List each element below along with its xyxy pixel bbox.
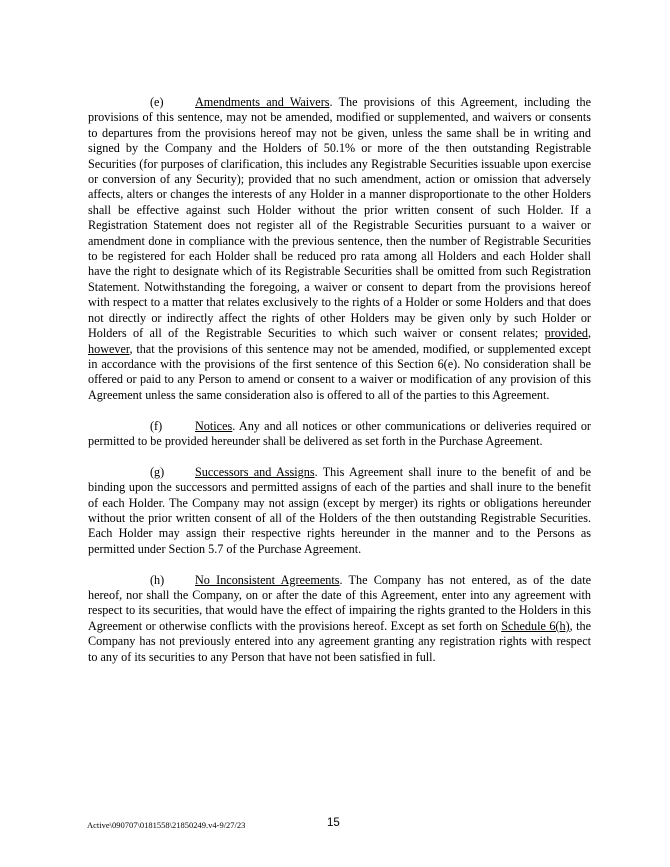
section-e-text-2: , that the provisions of this sentence may not be amended, modified, or supplemented except in accordance with the provisions of the first sentence of this Section 6(e). No consideration shall be offered or paid to any Person to amend or consent to a waiver or modification of any provision of this Agreement unless the same consideration also is offered to all of the parties to this Agreement. (88, 341, 591, 402)
section-g-text-1: . This Agreement shall inure to the benefit of and be binding upon the successors and permitted assigns of each of the parties and shall inure to the benefit of each Holder. The Company may not assign (except by merger) its rights or obligations hereunder without the prior written consent of all of the Holders of the then outstanding Registrable Securities. Each Holder may assign their respective rights hereunder in the manner and to the Persons as permitted under Section 5.7 of the Purchase Agreement. (88, 464, 591, 556)
footer-document-id: Active\090707\0181558\21850249.v4-9/27/23 (87, 820, 246, 830)
section-f-number: (f) (150, 418, 163, 433)
page-number: 15 (327, 817, 340, 829)
section-e-however: however (88, 341, 130, 356)
section-g-paragraph (88, 465, 591, 557)
section-e-heading: Amendments and Waivers (195, 95, 330, 109)
section-e-number: (e) (150, 95, 164, 109)
section-e-paragraph (88, 95, 591, 403)
document-body (88, 95, 591, 680)
section-h-text-1: . The Company has not entered, as of the date hereof, nor shall the Company, on or after the date of this Agreement, enter into any agreement with respect to its securities, that would have the effect of impairing the rights granted to the Holders in this Agreement or otherwise conflicts with the provisions hereof. Except as set forth on (88, 572, 591, 633)
section-h-schedule: Schedule 6(h) (501, 618, 570, 633)
section-h-text-2: , the Company has not previously entered into any agreement granting any registration rights with respect to any of its securities to any Person that have not been satisfied in full. (88, 618, 592, 664)
section-g-number: (g) (150, 464, 165, 479)
section-g-heading: Successors and Assigns (195, 464, 315, 479)
section-e-text-1: . The provisions of this Agreement, including the provisions of this sentence, may not be amended, modified or supplemented, and waivers or consents to departures from the provisions hereof may not be given, unless the same shall be in writing and signed by the Company and the Holders of 50.1% or more of the then outstanding Registrable Securities (for purposes of clarification, this includes any Registrable Securities issuable upon exercise or conversion of any Security); provided that no such amendment, action or omission that adversely affects, alters or changes the interests of any Holder in a manner disproportionate to the other Holders shall be effective against such Holder without the prior written consent of such Holder. If a Registration Statement does not register all of the Registrable Securities pursuant to a waiver or amendment done in compliance with the previous sentence, then the number of Registrable Securities to be registered for each Holder shall be reduced pro rata among all Holders and each Holder shall have the right to designate which of its Registrable Securities shall be omitted from such Registration Statement. Notwithstanding the foregoing, a waiver or consent to depart from the provisions hereof with respect to a matter that relates exclusively to the rights of a Holder or some Holders and that does not directly or indirectly affect the rights of other Holders may be given only by such Holder or Holders of all of the Registrable Securities to which such waiver or consent relates; (88, 95, 591, 341)
section-h-paragraph (88, 573, 591, 665)
section-f-text-1: . Any and all notices or other communications or deliveries required or permitted to be provided hereunder shall be delivered as set forth in the Purchase Agreement. (88, 418, 591, 448)
section-h-heading: No Inconsistent Agreements (195, 572, 340, 587)
section-f-heading: Notices (195, 418, 233, 433)
section-e-comma: , (587, 326, 591, 341)
section-h-number: (h) (150, 572, 165, 587)
section-f-paragraph (88, 419, 591, 450)
section-e-provided: provided (544, 326, 588, 341)
